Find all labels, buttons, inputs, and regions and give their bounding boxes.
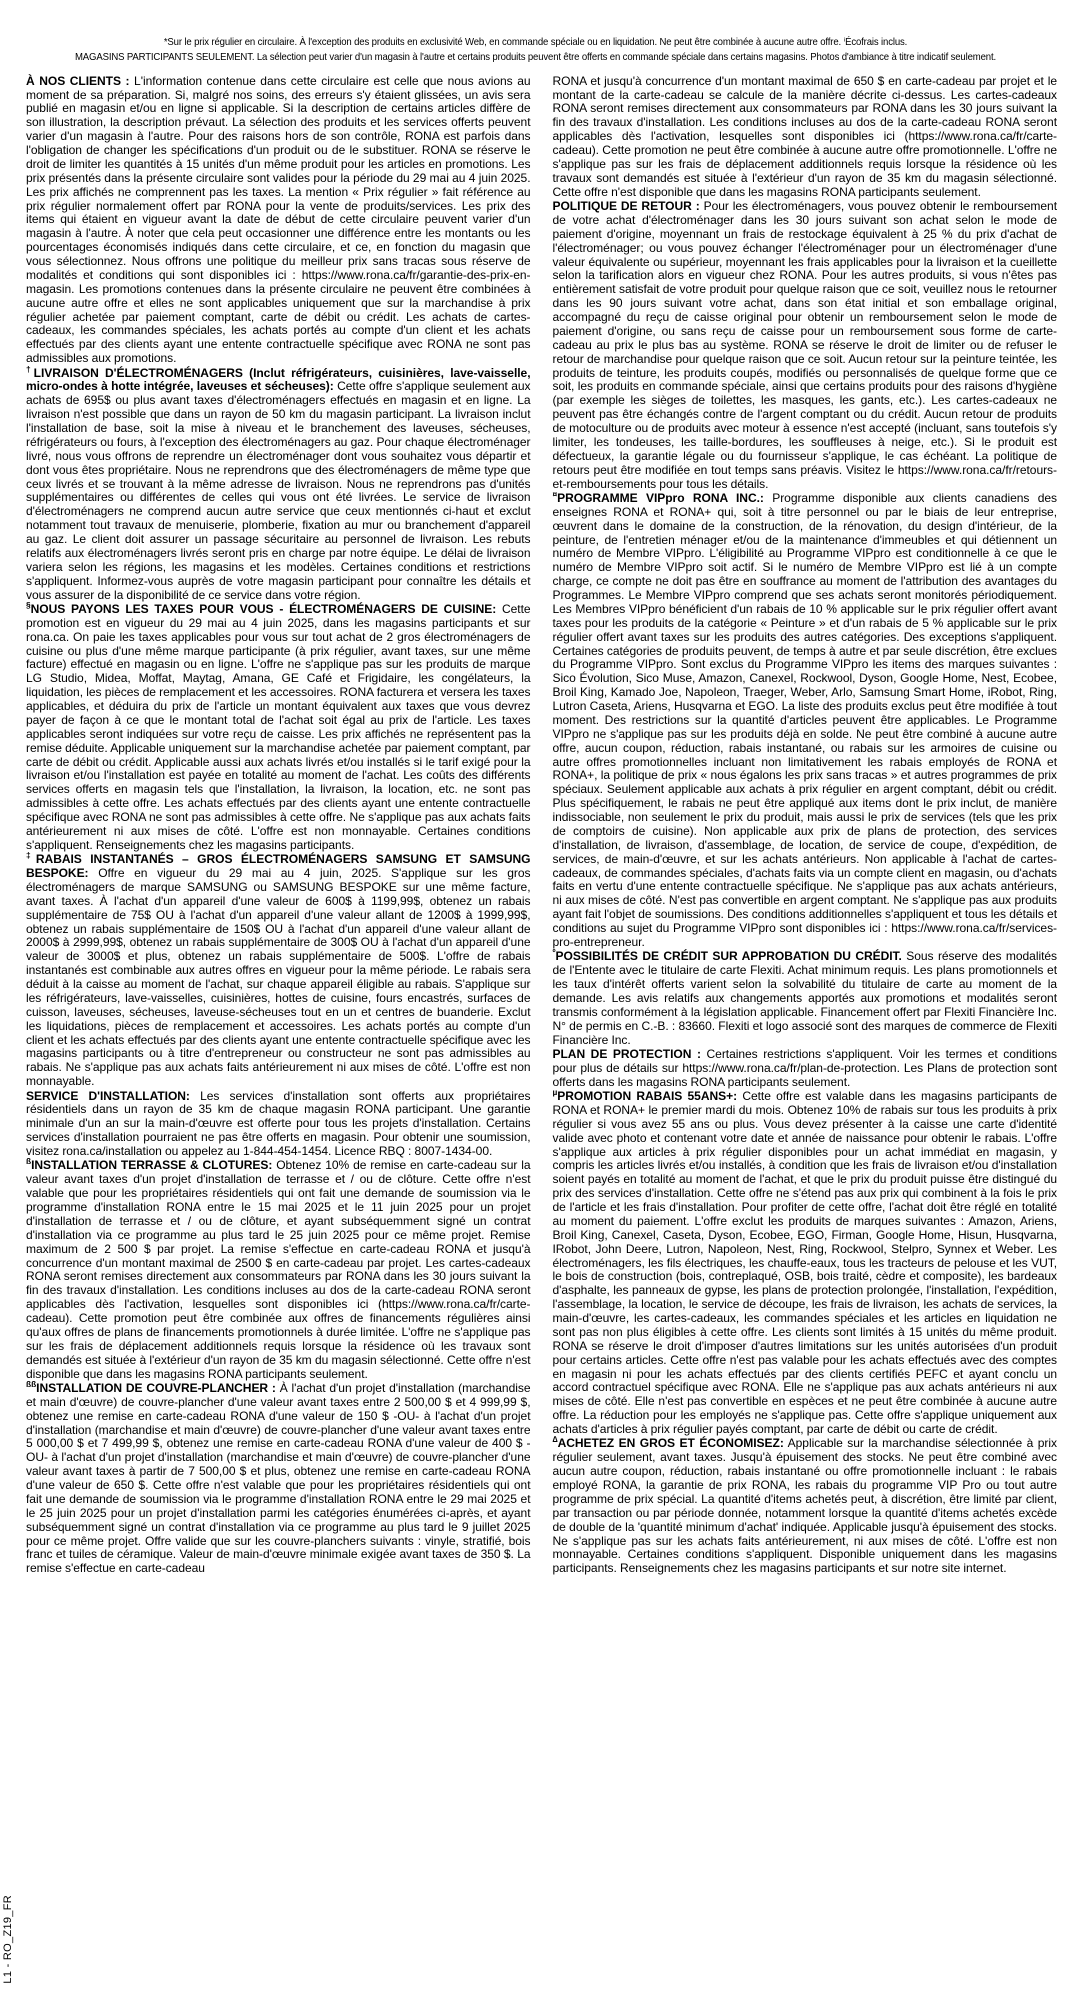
footnote-marker-icon: ‡: [26, 850, 36, 861]
footnote-marker-icon: µ: [552, 1086, 558, 1097]
terms-body: Sous réserve des modalités de l'Entente avec le titulaire de carte Flexiti. Achat minimum requis. Les plans promotionnels et les taux d'intérêt offerts varient selon la solvabilité du titulaire de carte au moment de la demande. Les avis relatifs aux changements apportés aux promotions et modalités seront transmis conformément à la législation applicable. Financement offert par Flexiti Financière Inc. N° de permis en C.-B. : 83660. Flexiti et logo associé sont des marques de commerce de Flexiti Financière Inc.: [552, 949, 1057, 1047]
terms-body: Obtenez 10% de remise en carte-cadeau sur la valeur avant taxes d'un projet d'installation de terrasse et / ou de clôture. Cette offre n'est valable que pour les propriétaires résidentiels qui ont fait une demande de soumission via le programme d'installation RONA entre le 15 mai 2025 et le 11 juin 2025 pour un projet d'installation de terrasse et / ou de clôture, et ayant subséquemment signé un contrat d'installation via ce programme au plus tard le 25 juin 2025 pour ce même projet. Remise maximum de 2 500 $ par projet. La remise s'effectue en carte-cadeau RONA et jusqu'à concurrence d'un montant maximal de 2500 $ en carte-cadeau par projet. Les cartes-cadeaux RONA seront remises directement aux consommateurs par RONA dans les 30 jours suivant la fin des travaux d'installation. Les conditions incluses au dos de la carte-cadeau RONA seront applicables dès l'activation, lesquelles sont disponibles ici (https://www.rona.ca/fr/carte-cadeau). Cette promotion peut être combinée aux offres de financements régulières ainsi qu'aux offres de plans de financements promotionnels à durée limitée. L'offre ne s'applique pas sur les frais de déplacement additionnels requis lorsque la résidence où les travaux sont demandés est située à l'extérieur d'un rayon de 35 km du magasin sélectionné. Cette offre n'est disponible que dans les magasins RONA participants seulement.: [26, 1158, 531, 1381]
right-column: [553, 75, 1058, 1577]
banner-line-1: *Sur le prix régulier en circulaire. À l'exception des produits en exclusivité Web, en commande spéciale ou en liquidation. Ne peut être combinée à aucune autre offre. ⁱÉcofrais inclus.: [163, 37, 908, 48]
terms-body: Cette offre est valable dans les magasins participants de RONA et RONA+ le premier mardi du mois. Obtenez 10% de rabais sur tous les produits à prix régulier si vous avez 55 ans ou plus. Vous devez présenter à la caisse une carte d'identité valide avec photo et contenant votre date et année de naissance pour obtenir le rabais. L'offre s'applique aux articles à prix régulier disponibles pour un achat immédiat en magasin, y compris les articles livrés et/ou installés, à condition que les frais de livraison et/ou d'installation soient payés en totalité au moment de l'achat, et que le prix du produit puisse être distingué du prix des services d'installation. Cette offre ne s'étend pas aux prix qui combinent à la fois le prix de l'article et les frais d'installation. Pour profiter de cette offre, l'achat doit être réglé en totalité au moment du paiement. L'offre exclut les produits de marques suivantes : Amazon, Ariens, Broil King, Canexel, Caseta, Dyson, Ecobee, EGO, Firman, Google Home, Hisun, Husqvarna, IRobot, John Deere, Lutron, Napoleon, Nest, Ring, Rockwool, Stelpro, Synnex et Weber. Les électroménagers, les fils électriques, les chauffe-eaux, tous les tracteurs de pelouse et les VUT, le bois de construction (bois, contreplaqué, OSB, bois traité, cèdre et composite), les bardeaux d'asphalte, les panneaux de gypse, les plans de protection prolongée, l'installation, l'expédition, l'assemblage, la location, le service de découpe, les frais de livraison, les achats de services, la main-d'œuvre, les cartes-cadeaux, les commandes spéciales et les articles en liquidation ne sont pas non plus éligibles à cette offre. Les clients sont limités à 15 unités du même produit. RONA se réserve le droit d'imposer d'autres limitations sur les unités autorisées d'un produit pour certains articles. Cette offre n'est pas valable pour les achats effectués avec des comptes en magasin ni pour les achats effectués par des clients certifiés PEFC et ayant conclu un accord contractuel spécifique avec RONA. Elle ne s'applique pas aux achats antérieurs ni aux mises de côté. Elle n'est pas convertible en espèces et ne peut être combinée à aucune autre offre. La réduction pour les employés ne s'applique pas. Cette offre s'applique uniquement aux achats d'articles à prix régulier payés comptant, par carte de débit ou carte de crédit.: [552, 1089, 1057, 1436]
terms-paragraph-service-installation: [26, 1090, 531, 1159]
terms-paragraph-installation-terrasse-clotures: [26, 1156, 531, 1381]
terms-heading: NOUS PAYONS LES TAXES POUR VOUS - ÉLECTROMÉNAGERS DE CUISINE:: [30, 601, 497, 616]
terms-heading: PROGRAMME VIPpro RONA INC.:: [557, 490, 764, 505]
terms-heading: INSTALLATION DE COUVRE-PLANCHER :: [36, 1380, 276, 1395]
terms-body: Cette promotion est en vigueur du 29 mai au 4 juin 2025, dans les magasins participants et sur rona.ca. On paie les taxes applicables pour vous sur tout achat de 2 gros électroménagers de cuisine ou plus d'une même marque participante (à prix régulier, avant taxes, sur une même facture) effectué en magasin ou en ligne. L'offre ne s'applique pas sur les produits de marque LG Studio, Midea, Moffat, Maytag, Amana, GE Café et Frigidaire, les congélateurs, la liquidation, les pièces de remplacement et les accessoires. RONA facturera et versera les taxes applicables, et déduira du prix de l'article un montant équivalent aux taxes que vous devrez payer de façon à ce que le montant total de l'achat soit égal au prix de l'article. Les taxes applicables seront indiquées sur votre reçu de caisse. Les prix affichés ne représentent pas la remise déduite. Applicable uniquement sur la marchandise achetée par paiement comptant, par carte de débit ou crédit. Applicable aussi aux achats livrés et/ou installés si le tarif exigé pour la livraison et/ou l'installation est payée en totalité au moment de l'achat. Les coûts des différents services offerts en magasin tels que l'installation, la livraison, la location, etc. ne sont pas admissibles à cette offre. Les achats effectués par des clients ayant une entente contractuelle spécifique avec RONA ne sont pas admissibles à cette offre. Ne s'applique pas aux achats faits antérieurement ni aux mises de côté. L'offre est non monnayable. Certaines conditions s'appliquent. Renseignements chez les magasins participants.: [26, 601, 531, 852]
terms-paragraph-credit-approbation: [552, 947, 1058, 1047]
terms-paragraph-rabais-instantanes-samsung: [26, 850, 531, 1089]
terms-heading: À NOS CLIENTS :: [26, 73, 130, 88]
terms-body: Programme disponible aux clients canadiens des enseignes RONA et RONA+ qui, soit à titre personnel ou par le biais de leur entreprise, œuvrent dans le domaine de la construction, de la rénovation, du design d'intérieur, de la peinture, de l'entretien ménager et/ou de la maintenance d'immeubles et qui détiennent un numéro de Membre VIPpro. L'éligibilité au Programme VIPpro est conditionnelle à ce que le numéro de Membre VIPpro soit actif. Si le numéro de Membre VIPpro est lié à un compte charge, ce compte ne doit pas être en souffrance au moment de l'attribution des avantages du Programmes. Le Membre VIPpro comprend que ses achats seront monitorés périodiquement. Les Membres VIPpro bénéficient d'un rabais de 10 % applicable sur le prix régulier offert avant taxes pour les produits de la catégorie « Peinture » et d'un rabais de 5 % applicable sur le prix régulier offert avant taxes sur les produits des autres catégories. Des exceptions s'appliquent. Certaines catégories de produits peuvent, de temps à autre et par seule discrétion, être exclues du Programme VIPpro. Sont exclus du Programme VIPpro les items des marques suivantes : Sico Évolution, Sico Muse, Amazon, Canexel, Rockwool, Dyson, Google Home, Nest, Ecobee, Broil King, Kamado Joe, Napoleon, Traeger, Weber, Arlo, Samsung Smart Home, iRobot, Ring, Lutron Caseta, Ariens, Husqvarna et EGO. La liste des produits exclus peut être modifiée à tout moment. Des restrictions sur la quantité d'articles peuvent être applicables. Le Programme VIPpro ne s'applique pas sur les produits déjà en solde. Ne peut être combiné à aucune autre offre, aucun coupon, réduction, rabais instantané, ou rabais sur les armoires de cuisine ou autre offres promotionnelles incluant non limitativement les rabais employés de RONA et RONA+, la politique de prix « nous égalons les prix sans tracas » et autres programmes de prix spéciaux. Seulement applicable aux achats à prix régulier en argent comptant, débit ou crédit. Plus spécifiquement, le rabais ne peut être appliqué aux items dont le prix inclut, de manière indissociable, non seulement le prix du produit, mais aussi le prix de services (tels que les prix de comptoirs de cuisine). Non applicable aux prix de plans de protection, des services d'installation, de livraison, d'assemblage, de location, de service de coupe, d'expédition, de services, de main-d'œuvre, et sur les achats antérieurs. Non applicable à l'achat de cartes-cadeaux, de commandes spéciales, d'achats faits via un compte client en magasin, ou d'achats faits en vertu d'une entente contractuelle spécifique. Ne s'applique pas aux achats antérieurs, ni aux mises de côté. N'est pas convertible en argent comptant. Ne s'applique pas aux produits ayant fait l'objet de soumissions. Des conditions additionnelles s'appliquent et tous les détails et conditions au sujet du Programme VIPpro sont disponibles ici : https://www.rona.ca/fr/services-pro-entrepreneur.: [552, 490, 1057, 949]
terms-heading: PLAN DE PROTECTION :: [552, 1046, 701, 1061]
terms-body: Offre en vigueur du 29 mai au 4 juin, 2025. S'applique sur les gros électroménagers de marque SAMSUNG ou SAMSUNG BESPOKE sur une même facture, avant taxes. À l'achat d'un appareil d'une valeur de 600$ à 1199,99$, obtenez un rabais supplémentaire de 75$ OU à l'achat d'un appareil d'une valeur allant de 1200$ à 1999,99$, obtenez un rabais supplémentaire de 150$ OU à l'achat d'un appareil d'une valeur allant de 2000$ à 2999,99$, obtenez un rabais supplémentaire de 300$ OU à l'achat d'un appareil d'une valeur de 3000$ et plus, obtenez un rabais supplémentaire de 500$. L'offre de rabais instantanés est combinable aux autres offres en vigueur pour la même période. Le rabais sera déduit à la caisse au moment de l'achat, sur chaque appareil éligible au rabais. S'applique sur les réfrigérateurs, lave-vaisselles, cuisinières, hottes de cuisine, fours encastrés, surfaces de cuisson, laveuses, sécheuses, laveuse-sécheuses tout en un et centres de buanderie. Exclut les liquidations, pièces de remplacement et accessoires. Les achats portés au compte d'un client et les achats effectués par des clients ayant une entente contractuelle spécifique avec les magasins participants ou à titre d'entrepreneur ou constructeur ne sont pas admissibles au rabais. Ne s'applique pas aux achats faits antérieurement ni aux mises de côté. L'offre est non monnayable.: [26, 866, 531, 1089]
terms-heading: PROMOTION RABAIS 55ANS+:: [557, 1089, 738, 1103]
left-column: [26, 75, 531, 1577]
terms-body: Les services d'installation sont offerts aux propriétaires résidentiels dans un rayon de 35 km de chaque magasin RONA participant. Une garantie minimale d'un an sur la main-d'œuvre est offerte pour tous les projets d'installation. Certains services d'installation pourraient ne pas être offerts en magasin. Pour obtenir une soumission, visitez rona.ca/installation ou appelez au 1-844-454-1454. Licence RBQ : 8007-1434-00.: [26, 1088, 531, 1158]
terms-paragraph-couvre-plancher-suite: [553, 75, 1058, 200]
footnote-marker-icon: ∆: [552, 1434, 558, 1445]
terms-paragraph-nous-payons-les-taxes: [26, 599, 531, 853]
terms-heading: INSTALLATION TERRASSE & CLOTURES:: [31, 1158, 273, 1173]
footnote-marker-icon: ß: [26, 1156, 32, 1167]
terms-paragraph-installation-couvre-plancher: [26, 1378, 531, 1576]
terms-paragraph-programme-vippro: [552, 488, 1058, 950]
footnote-marker-icon: ßß: [26, 1378, 37, 1389]
terms-body: Cette offre s'applique seulement aux achats de 695$ ou plus avant taxes d'électroménagers effectués en magasin et en ligne. La livraison n'est possible que dans un rayon de 50 km du magasin participant. La livraison inclut l'installation de base, soit la mise à niveau et le branchement des laveuses, sécheuses, réfrigérateurs ou fours, à l'exception des électroménagers au gaz. Pour chaque électroménager livré, nous vous offrons de reprendre un électroménager dont vous souhaitez vous départir et dont vous êtes propriétaire. Nous ne reprendrons que des électroménagers de même type que ceux livrés et se trouvant à la même adresse de livraison. Nous ne reprendrons pas d'unités supplémentaires ou différentes de celles qui vous ont été livrées. Le service de livraison d'électroménagers ne comprend aucun autre service que ceux mentionnés ci-haut et exclut notamment tout travaux de menuiserie, plomberie, fixation au mur ou branchement d'appareil au gaz. Le client doit assurer un passage sécuritaire au personnel de livraison. Les rebuts relatifs aux électroménagers livrés seront pris en charge par notre équipe. Le délai de livraison variera selon les régions, les magasins et les modèles. Certaines conditions et restrictions s'appliquent. Informez-vous auprès de votre magasin participant pour connaître les détails et vous assurer de la disponibilité de ce service dans votre région.: [26, 379, 531, 602]
terms-paragraph-livraison-electromenagers: [26, 363, 531, 603]
terms-heading: RABAIS INSTANTANÉS – GROS ÉLECTROMÉNAGERS SAMSUNG ET SAMSUNG BESPOKE:: [26, 852, 531, 880]
footnote-marker-icon: †: [26, 363, 34, 374]
footnote-marker-icon: º: [552, 947, 556, 958]
page-code-label: L1 - RO_Z19_FR: [2, 1895, 14, 1984]
footnote-marker-icon: ¤: [552, 488, 558, 499]
terms-body: À l'achat d'un projet d'installation (marchandise et main d'œuvre) de couvre-plancher d'une valeur avant taxes entre 2 500,00 $ et 4 999,99 $, obtenez une remise en carte-cadeau RONA d'une valeur de 150 $ -OU- à l'achat d'un projet d'installation (marchandise et main d'œuvre) de couvre-plancher d'une valeur avant taxes entre 5 000,00 $ et 7 499,99 $, obtenez une remise en carte-cadeau RONA d'une valeur de 400 $ -OU- à l'achat d'un projet d'installation (marchandise et main d'œuvre) de couvre-plancher d'une valeur avant taxes à partir de 7 500,00 $ et plus, obtenez une remise en carte-cadeau RONA d'une valeur de 650 $. Cette offre n'est valable que pour les propriétaires résidentiels qui ont fait une demande de soumission via le programme d'installation RONA entre le 29 mai 2025 et le 25 juin 2025 pour un projet d'installation parmi les catégories énumérées ci-après, et ayant subséquemment signé un contrat d'installation via ce programme au plus tard le 9 juillet 2025 pour ce même projet. Offre valide que sur les couvre-planchers suivants : vinyle, stratifié, bois franc et tuiles de céramique. Valeur de main-d'œuvre minimale exigée avant taxes de 350 $. La remise s'effectue en carte-cadeau: [26, 1380, 531, 1576]
terms-columns: [0, 67, 1071, 1591]
terms-body: Pour les électroménagers, vous pouvez obtenir le remboursement de votre achat d'électroménager dans les 30 jours suivant son achat selon le mode de paiement d'origine, moyennant un frais de restockage équivalent à 25 % du prix d'achat de l'électroménager; ou vous pouvez échanger l'électroménager pour un électroménager d'une valeur équivalente ou supérieur, moyennant les frais applicables pour la livraison et la cueillette selon la tarification alors en vigueur chez RONA. Pour les autres produits, si vous n'êtes pas entièrement satisfait de votre produit pour quelque raison que ce soit, veuillez nous le retourner dans les 90 jours suivant votre achat, dans son état initial et son emballage original, accompagné du reçu de caisse original pour obtenir un remboursement selon le mode de paiement d'origine, ou sans reçu de caisse pour un remboursement sous forme de carte-cadeau au prix le plus bas au système. RONA se réserve le droit de limiter ou de refuser le retour de marchandise pour quelque raison que ce soit. Aucun retour sur la peinture teintée, les produits de teinture, les produits coupés, modifiés ou personnalisés de quelque forme que ce soit, les produits en commande spéciale, ainsi que certains produits pour des raisons d'hygiène (par exemple les sièges de toilettes, les masques, les gants, etc.). Les cartes-cadeaux ne peuvent pas être échangés contre de l'argent comptant ou du crédit. Aucun retour de produits de motoculture ou de produits avec moteur à essence n'est accepté (incluant, sans toutefois s'y limiter, les tondeuses, les taille-bordures, les souffleuses à neige, etc.). Si le produit est défectueux, la garantie légale ou du fournisseur s'applique, le cas échéant. La politique de retours peut être modifiée en tout temps sans préavis. Visitez le https://www.rona.ca/fr/retours-et-remboursements pour tous les détails.: [552, 199, 1057, 491]
terms-body: L'information contenue dans cette circulaire est celle que nous avions au moment de sa préparation. Si, malgré nos soins, des erreurs s'y étaient glissées, un avis sera publié en magasin et/ou en ligne si applicable. Si la description de certains articles diffère de son illustration, la description prévaut. La sélection des produits et les services offerts peuvent varier d'un magasin à l'autre. Pour des raisons hors de son contrôle, RONA est parfois dans l'obligation de changer les spécifications d'un produit ou de le substituer. RONA se réserve le droit de limiter les quantités à 15 unités d'un même produit pour les articles en promotions. Les prix présentés dans la présente circulaire sont valides pour la période du 29 mai au 4 juin 2025. Les prix affichés ne comprennent pas les taxes. La mention « Prix régulier » fait référence au prix régulier normalement offert par RONA pour la vente de produits/services. Les prix des items qui étaient en vigueur avant la date de début de cette circulaire peuvent varier d'un magasin à l'autre. À noter que cela peut occasionner une différence entre les montants ou les pourcentages économisés indiqués dans cette circulaire, et ce, en fonction du magasin que vous sélectionnez. Nous offrons une politique du meilleur prix sans tracas sous réserve de modalités et conditions qui sont disponibles ici : https://www.rona.ca/fr/garantie-des-prix-en-magasin. Les promotions contenues dans la présente circulaire ne peuvent être combinées à aucune autre offre et elles ne sont applicables uniquement que sur la marchandise à prix régulier achetée par paiement comptant, carte de débit ou crédit. Les achats de cartes-cadeaux, les commandes spéciales, les achats portés au compte d'un client et les achats effectués par des clients ayant une entente contractuelle spécifique avec RONA ne sont pas admissibles aux promotions.: [26, 73, 531, 366]
terms-paragraph-politique-de-retour: [553, 200, 1058, 491]
terms-body: Certaines restrictions s'appliquent. Voir les termes et conditions pour plus de détails sur https://www.rona.ca/fr/plan-de-protection. Les Plans de protection sont offerts dans les magasins RONA participants seulement.: [552, 1046, 1057, 1089]
terms-heading: LIVRAISON D'ÉLECTROMÉNAGERS (Inclut réfrigérateurs, cuisinières, lave-vaisselle, micro-ondes à hotte intégrée, laveuses et sécheuses):: [26, 365, 531, 394]
terms-heading: POSSIBILITÉS DE CRÉDIT SUR APPROBATION DU CRÉDIT.: [555, 949, 902, 964]
disclaimer-banner: [0, 0, 1071, 65]
terms-paragraph-plan-de-protection: [553, 1048, 1058, 1090]
terms-paragraph-achetez-en-gros: [552, 1434, 1058, 1576]
terms-heading: ACHETEZ EN GROS ET ÉCONOMISEZ:: [557, 1436, 784, 1451]
terms-paragraph-promotion-rabais-55ans: [552, 1086, 1058, 1437]
terms-heading: SERVICE D'INSTALLATION:: [26, 1088, 190, 1103]
terms-heading: POLITIQUE DE RETOUR :: [552, 199, 700, 213]
terms-paragraph-a-nos-clients: [26, 75, 531, 366]
banner-line-2: MAGASINS PARTICIPANTS SEULEMENT. La sélection peut varier d'un magasin à l'autre et certains produits peuvent être offerts en commande spéciale dans certains magasins. Photos d'ambiance à titre indicatif seulement.: [74, 52, 997, 64]
terms-body: Applicable sur la marchandise sélectionnée à prix régulier seulement, avant taxes. Jusqu'à épuisement des stocks. Ne peut être combiné avec aucun autre coupon, réduction, rabais instantané ou offre promotionnelle incluant : le rabais employé RONA, la garantie de prix RONA, les rabais du programme VIP Pro ou tout autre programme de prix spécial. La quantité d'items achetés peut, à discrétion, être limité par client, par transaction ou par période donnée, notamment lorsque la quantité d'items achetés excède de double de la 'quantité minimum d'achat' indiquée. Applicable jusqu'à épuisement des stocks. Ne s'applique pas sur les achats faits antérieurement, ni aux mises de côté. L'offre est non monnayable. Certaines conditions s'appliquent. Disponible uniquement dans les magasins participants. Renseignements chez les magasins participants et sur notre site internet.: [552, 1436, 1057, 1576]
terms-body: RONA et jusqu'à concurrence d'un montant maximal de 650 $ en carte-cadeau par projet et le montant de la carte-cadeau se calcule de la manière décrite ci-dessus. Les cartes-cadeaux RONA seront remises directement aux consommateurs par RONA dans les 30 jours suivant la fin des travaux d'installation. Les conditions incluses au dos de la carte-cadeau RONA seront applicables dès l'activation, lesquelles sont disponibles ici (https://www.rona.ca/fr/carte-cadeau). Cette promotion ne peut être combinée à aucune autre offre promotionnelle. L'offre ne s'applique pas sur les frais de déplacement additionnels requis lorsque la résidence où les travaux sont demandés est située à l'extérieur d'un rayon de 35 km du magasin sélectionné. Cette offre n'est disponible que dans les magasins RONA participants seulement.: [552, 73, 1057, 199]
footnote-marker-icon: §: [26, 599, 31, 610]
